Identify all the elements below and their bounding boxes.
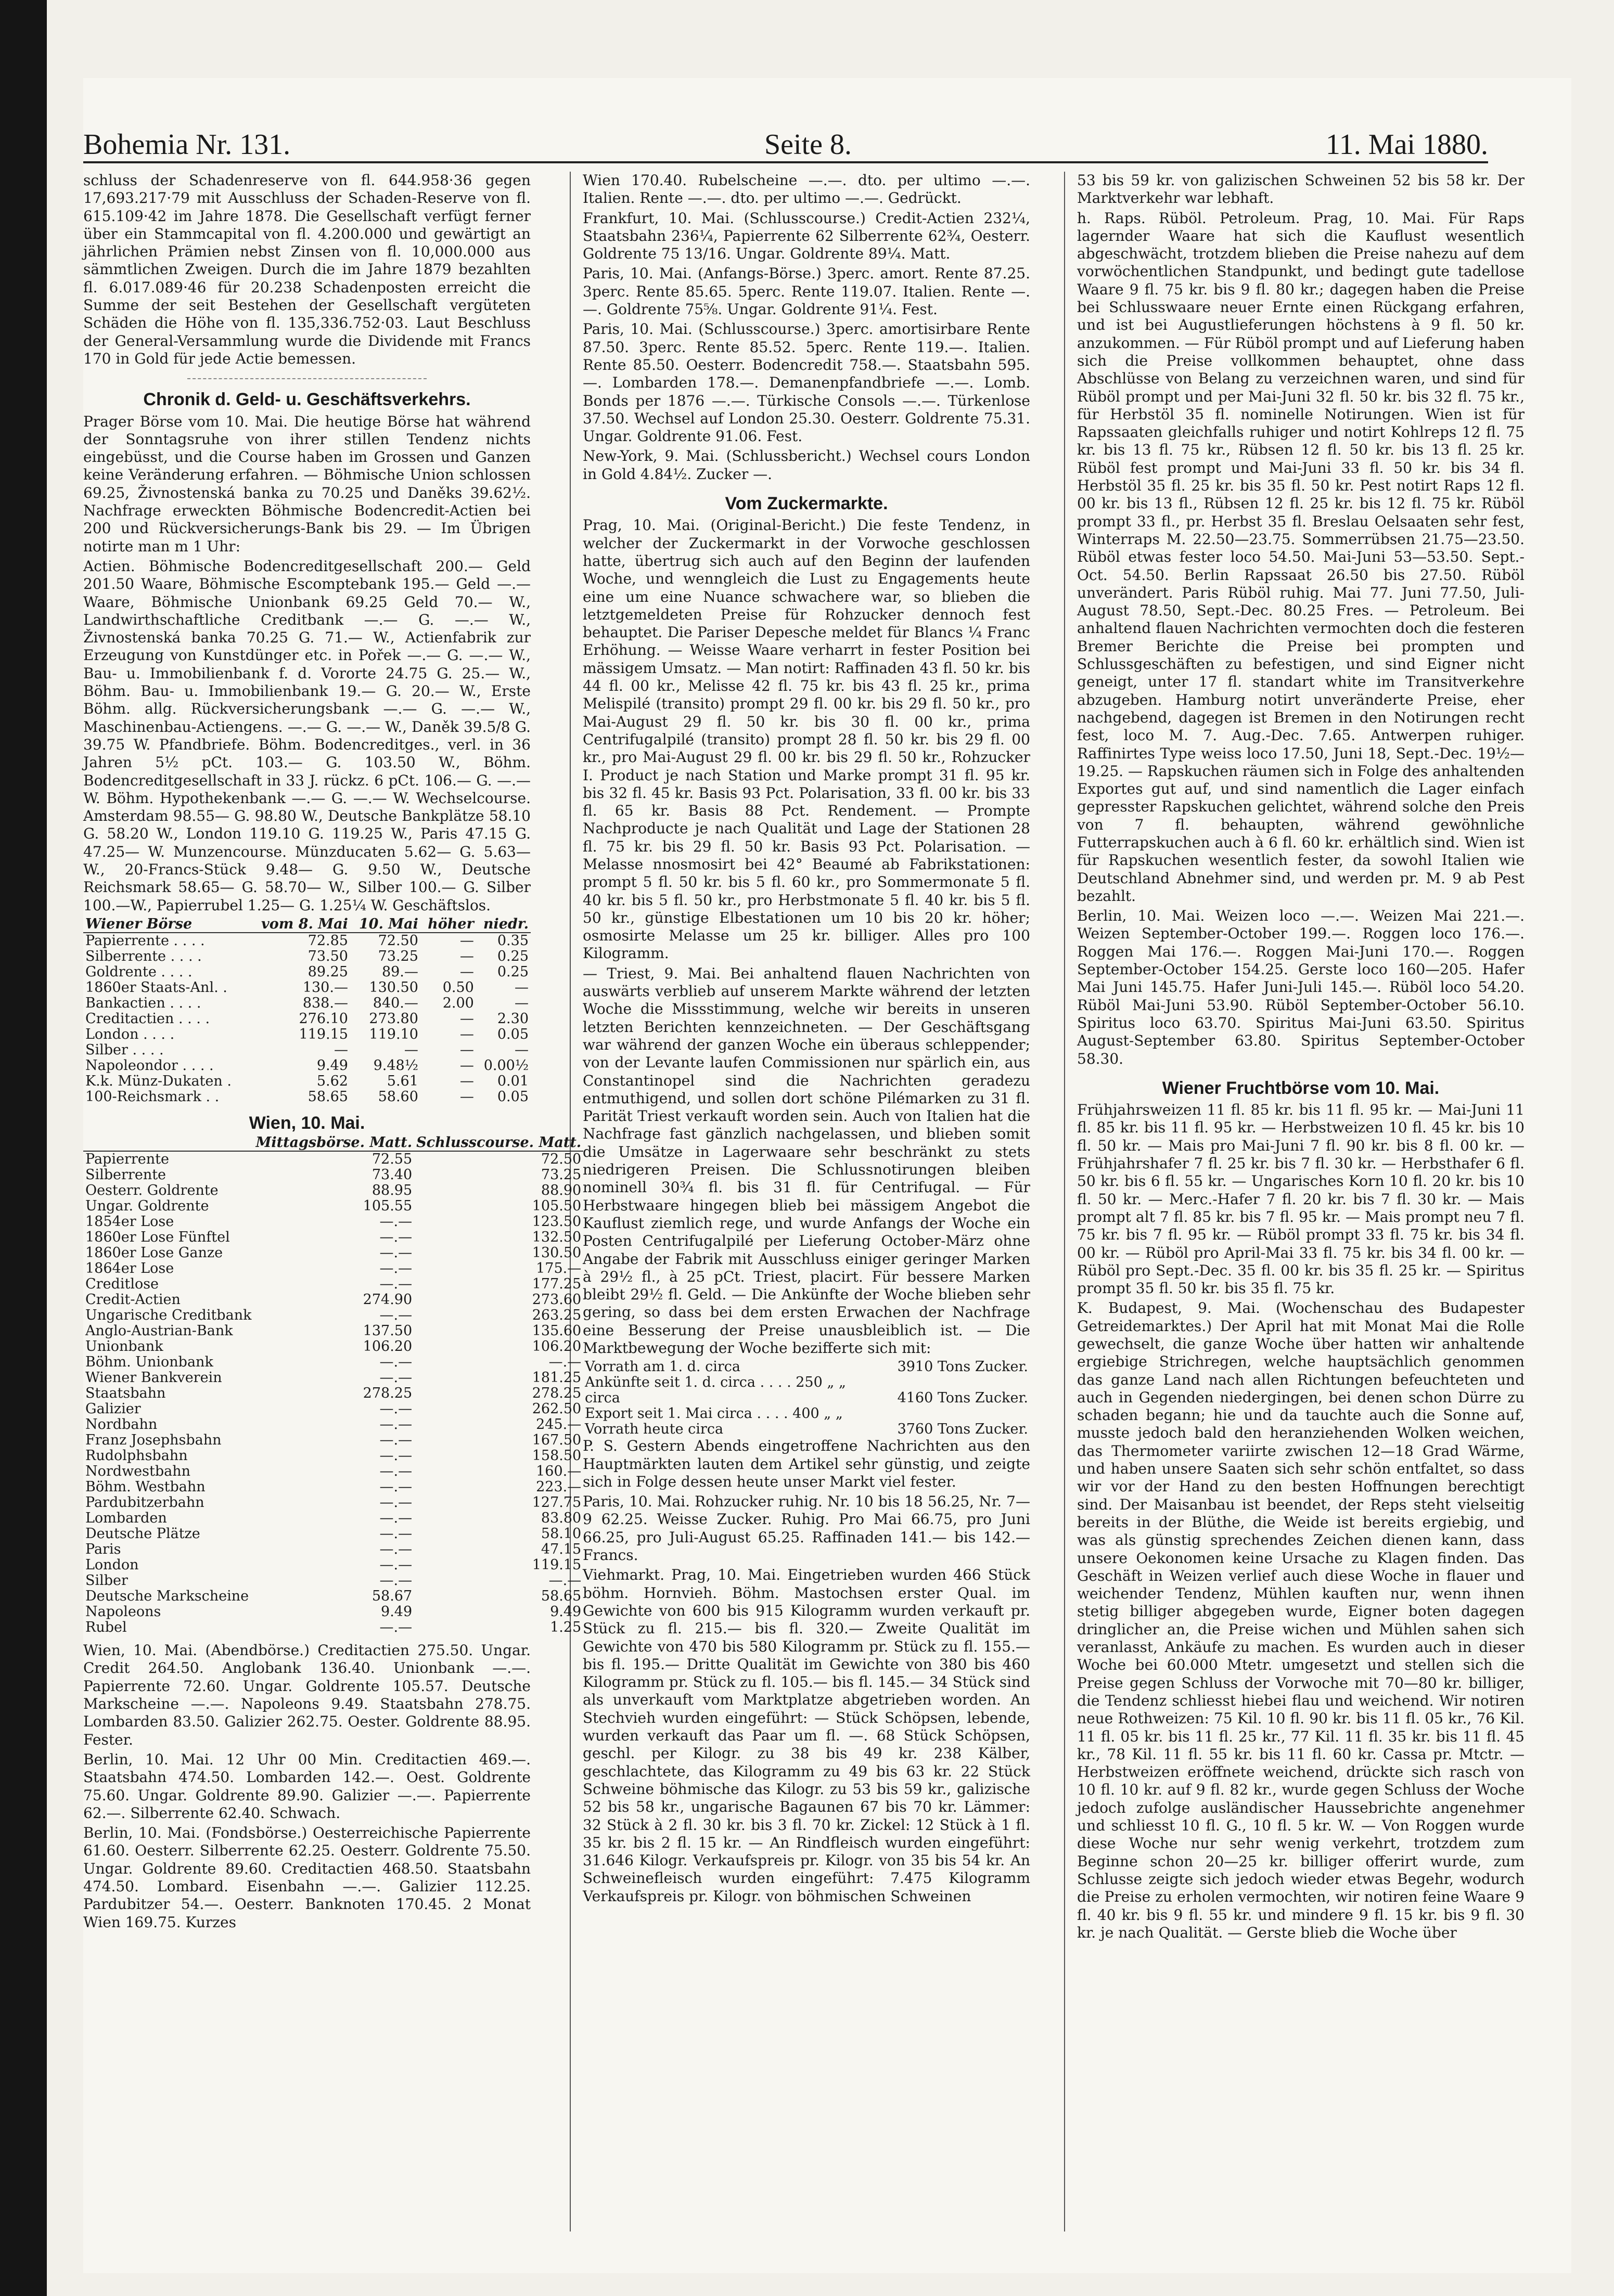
row-label: 1860er Staats-Anl. . bbox=[85, 979, 227, 996]
paris-opening-report: Paris, 10. Mai. (Anfangs-Börse.) 3perc. amort. Rente 87.25. 3perc. Rente 85.65. 5perc. Rente 119.07. Italien. Rente —.—. Goldrente 75⅝. Ungar. Goldrente 91¼. Fest. bbox=[583, 265, 1030, 318]
column-2 bbox=[583, 172, 1030, 2242]
table-row bbox=[83, 1355, 583, 1370]
table-row bbox=[83, 1183, 583, 1198]
row-value: 276.10 bbox=[299, 1010, 348, 1027]
row-label: 1854er Lose bbox=[85, 1214, 174, 1230]
table-row bbox=[83, 1620, 583, 1635]
table-row bbox=[83, 1417, 583, 1433]
row-value: —.— bbox=[548, 1354, 582, 1371]
row-value: 83.80 bbox=[541, 1510, 582, 1527]
table-row bbox=[83, 1448, 583, 1464]
table-row bbox=[83, 980, 531, 996]
row-label: Rudolphsbahn bbox=[85, 1448, 188, 1464]
row-value: — bbox=[459, 932, 474, 949]
row-value: 89.— bbox=[381, 963, 418, 980]
sugar-stock-table bbox=[583, 1359, 1030, 1437]
row-value: 130.50 bbox=[369, 979, 418, 996]
row-value: — bbox=[459, 1073, 474, 1089]
row-label: 1860er Lose Ganze bbox=[85, 1245, 223, 1261]
row-value: 58.60 bbox=[378, 1088, 418, 1105]
row-value: 119.15 bbox=[299, 1026, 348, 1042]
row-value: —.— bbox=[379, 1557, 413, 1573]
table-row bbox=[83, 1230, 583, 1245]
row-value: 181.25 bbox=[532, 1370, 582, 1386]
row-value bbox=[879, 1406, 1030, 1422]
row-value: 3910 Tons Zucker. bbox=[897, 1359, 1028, 1375]
row-value: —.— bbox=[379, 1479, 413, 1495]
page-number: Seite 8. bbox=[764, 128, 852, 161]
row-value: 3760 Tons Zucker. bbox=[897, 1421, 1028, 1438]
row-value: 0.35 bbox=[497, 932, 529, 949]
table-row bbox=[83, 1058, 531, 1074]
budapest-grain-report: K. Budapest, 9. Mai. (Wochenschau des Budapester Getreidemarktes.) Der April hat mit Monat Mai die Rolle gewechselt, die ganze Woche über hatten wir anhaltende ergiebige Strichregen, welche hauptsächlich genommen das ganze Land nach allen Richtungen befeuchteten und auch in Gegenden niedergingen, bei denen schon Dürre zu schaden begann; hie und da tauchte auch die Sonne auf, musste jedoch bald den heranziehenden Wolken weichen, das Thermometer variirte zwischen 12—18 Grad Wärme, und haben unsere Saaten sich sehr schön entfaltet, so dass wir vor der Hand zu den besten Hoffnungen berechtigt sind. Der Maisanbau ist beendet, der Reps steht vielseitig bereits in der Blüthe, die Weide ist bereits ergiebig, und was als günstig sprechendes Zeichen dienen kann, dass unsere Oekonomen keine Ursache zu Klagen finden. Das Geschäft in Weizen verlief auch diese Woche in flauer und weichender Tendenz, Mühlen kauften nur, wenn ihnen stetig billiger abgegeben wurde, Eigner boten dagegen dringlicher an, die Preise wichen und Mühlen sahen sich veranlasst, Ankäufe zu machen. Es wurden auch in dieser Woche bei 60.000 Mtetr. umgesetzt und stellen sich die Preise gegen Schluss der Vorwoche mit 70—80 kr. billiger, die Tendenz schliesst hiebei flau und weichend. Wir notiren neue Rothweizen: 75 Kil. 10 fl. 90 kr. bis 11 fl. 05 kr., 76 Kil. 11 fl. 05 kr. bis 11 fl. 25 kr., 77 Kil. 11 fl. 35 kr. bis 11 fl. 45 kr., 78 Kil. 11 fl. 55 kr. bis 11 fl. 60 kr. Cassa pr. Mtctr. — Herbstweizen eröffnete weichend, drückte sich rasch von 10 fl. 10 kr. auf 9 fl. 82 kr., wurde gegen Schluss der Woche jedoch zufolge ausländischer Haussebrichte angenehmer und schliesst 10 fl. G., 10 fl. 5 kr. W. — Von Roggen wurde diese Woche nur sehr wenig verkehrt, trotzdem zum Beginne schon 20—25 kr. billiger offerirt wurde, zum Schlusse zeigte sich jedoch wieder etwas Begehr, wodurch die Preise zu erholen vermochten, wir notiren feine Waare 9 fl. 40 kr. bis 9 fl. 55 kr. und mindere 9 fl. 15 kr. bis 9 fl. 30 kr. je nach Qualität. — Gerste blieb die Woche über bbox=[1077, 1299, 1525, 1941]
row-value: 278.25 bbox=[532, 1385, 582, 1402]
row-value: 135.60 bbox=[532, 1323, 582, 1339]
cattle-market-continued: 53 bis 59 kr. von galizischen Schweinen 52 bis 58 kr. Der Marktverkehr war lebhaft. bbox=[1077, 172, 1525, 207]
page-header bbox=[83, 99, 1488, 161]
row-value: 0.01 bbox=[497, 1073, 529, 1089]
table-row bbox=[83, 1011, 531, 1027]
row-value: 72.50 bbox=[541, 1151, 582, 1168]
table-row bbox=[83, 1074, 531, 1089]
row-value: 273.60 bbox=[532, 1292, 582, 1308]
row-value: 47.15 bbox=[541, 1541, 582, 1558]
row-label: 1864er Lose bbox=[85, 1260, 174, 1277]
table-row bbox=[83, 1401, 583, 1417]
row-value: 123.50 bbox=[532, 1214, 582, 1230]
table-row bbox=[83, 1433, 583, 1448]
table-header: Wiener Börse vom 8. Mai 10. Mai höher niedr. bbox=[83, 917, 531, 933]
row-label: Unionbank bbox=[85, 1338, 163, 1355]
row-value: 263.25 bbox=[532, 1307, 582, 1324]
row-value: — bbox=[459, 1041, 474, 1058]
table-row bbox=[83, 1167, 583, 1183]
table-row bbox=[83, 1589, 583, 1604]
row-label: Rubel bbox=[85, 1619, 127, 1636]
row-value: 73.50 bbox=[308, 948, 348, 964]
table-row bbox=[583, 1422, 1030, 1437]
vienna-evening-report: Wien, 10. Mai. (Abendbörse.) Creditactien 275.50. Ungar. Credit 264.50. Anglobank 136.40. Unionbank —.—. Papierrente 72.60. Ungar. Goldrente 105.57. Deutsche Markscheine —.—. Napoleons 9.49. Staatsbahn 278.75. Lombarden 83.50. Galizier 262.75. Oester. Goldrente 88.95. Fester. bbox=[83, 1642, 531, 1748]
cattle-market-report: Viehmarkt. Prag, 10. Mai. Eingetrieben wurden 466 Stück böhm. Hornvieh. Böhm. Mastochsen erster Qual. im Gewichte von 600 bis 915 Kilogramm wurden verkauft pr. Stück zu fl. 215.— bis fl. 320.— Zweite Qualität im Gewichte von 470 bis 580 Kilogramm pr. Stück zu fl. 155.— bis fl. 195.— Dritte Qualität im Gewichte von 380 bis 460 Kilogramm pr. Stück zu fl. 105.— bis fl. 145.— 34 Stück sind als unverkauft vom Marktplatze abgetrieben worden. An Stechvieh wurden eingeführt: — Stück Schöpsen, lebende, wurden verkauft das Paar um fl. —. 68 Stück Schöpsen, geschl. per Kilogr. zu 38 bis 49 kr. 238 Kälber, geschlachtete, das Kilogramm zu 49 bis 63 kr. 22 Stück Schweine böhmische das Kilogr. zu 53 bis 59 kr., galizische 52 bis 58 kr., ungarische Bagaunen 67 bis 70 kr. Lämmer: 32 Stück à 2 fl. 30 kr. bis 3 fl. 70 kr. Zickel: 12 Stück à 1 fl. 35 kr. bis 2 fl. 15 kr. — An Rindfleisch wurden eingeführt: 31.646 Kilogr. Verkaufspreis pr. Kilogr. von 35 bis 54 kr. An Schweinefleisch wurden eingeführt: 7.475 Kilogramm Verkaufspreis pr. Kilogr. von böhmischen Schweinen bbox=[583, 1566, 1030, 1905]
table-row bbox=[83, 1604, 583, 1620]
column-3 bbox=[1077, 172, 1525, 2242]
row-label: Ankünfte seit 1. d. circa . . . . 250 „ „ bbox=[585, 1374, 846, 1391]
vienna-grain-report: Frühjahrsweizen 11 fl. 85 kr. bis 11 fl. 95 kr. — Mai-Juni 11 fl. 85 kr. bis 11 fl. 95 kr. — Herbstweizen 10 fl. 45 kr. bis 10 fl. 50 kr. — Mais pro Mai-Juni 7 fl. 90 kr. bis 8 fl. 00 kr. — Frühjahrshafer 7 fl. 25 kr. bis 7 fl. 30 kr. — Herbsthafer 6 fl. 50 kr. bis 6 fl. 55 kr. — Ungarisches Korn 10 fl. 20 kr. bis 10 fl. 50 kr. — Merc.-Hafer 7 fl. 20 kr. bis 7 fl. 30 kr. — Mais prompt alt 7 fl. 85 kr. bis 7 fl. 95 kr. — Mais prompt neu 7 fl. 75 kr. bis 7 fl. 95 kr. — Rüböl prompt 33 fl. 75 kr. bis 34 fl. 00 kr. — Rüböl pro April-Mai 33 fl. 75 kr. bis 34 fl. 00 kr. — Rüböl pro Sept.-Dec. 35 fl. 00 kr. bis 35 fl. 25 kr. — Spiritus prompt 35 fl. 50 kr. bis 35 fl. 75 kr. bbox=[1077, 1101, 1525, 1297]
row-value: —.— bbox=[379, 1401, 413, 1417]
insurance-report: schluss der Schadenreserve von fl. 644.958·36 gegen 17,693.217·79 mit Ausschluss der Schaden-Reserve von fl. 615.109·42 im Jahre 1878. Die Gesellschaft verfügt ferner über ein Stammcapital von fl. 4.200.000 und gewärtigt an jährlichen Prämien nebst Zinsen von fl. 10,000.000 aus sämmtlichen Zweigen. Durch die im Jahre 1879 bezahlten fl. 6.017.089·46 für 20.238 Schadenposten erreicht die Summe der seit Bestehen der Gesellschaft vergüteten Schäden die Höhe von fl. 135,336.752·03. Laut Beschluss der General-Versammlung wurde die Dividende mit Francs 170 in Gold für jede Actie bemessen. bbox=[83, 172, 531, 367]
row-value: — bbox=[515, 995, 529, 1011]
row-value: — bbox=[334, 1041, 348, 1058]
table-row bbox=[83, 949, 531, 964]
row-value: —.— bbox=[379, 1463, 413, 1480]
row-label: Deutsche Markscheine bbox=[85, 1588, 249, 1605]
table-row bbox=[83, 1573, 583, 1589]
row-label: London . . . . bbox=[85, 1026, 175, 1042]
row-value: 0.05 bbox=[497, 1026, 529, 1042]
row-value: 9.48½ bbox=[373, 1057, 418, 1074]
table-row bbox=[83, 996, 531, 1011]
row-value: 106.20 bbox=[363, 1338, 413, 1355]
row-label: Papierrente bbox=[85, 1151, 169, 1168]
row-value: 278.25 bbox=[363, 1385, 413, 1402]
row-value: —.— bbox=[379, 1307, 413, 1324]
row-label: Napoleons bbox=[85, 1604, 161, 1620]
row-value: —.— bbox=[379, 1214, 413, 1230]
row-value: 72.55 bbox=[372, 1151, 413, 1168]
table-row bbox=[83, 1214, 583, 1230]
header-rule bbox=[83, 161, 1488, 163]
table-row bbox=[83, 1151, 583, 1167]
row-value: —.— bbox=[379, 1229, 413, 1246]
row-value: 273.80 bbox=[369, 1010, 418, 1027]
row-value: —.— bbox=[379, 1526, 413, 1542]
scan-edge bbox=[0, 0, 47, 2296]
column-1 bbox=[83, 172, 582, 2242]
row-value: 0.05 bbox=[497, 1088, 529, 1105]
table-row bbox=[83, 933, 531, 949]
row-label: Nordwestbahn bbox=[85, 1463, 191, 1480]
row-label: Vorrath am 1. d. circa bbox=[585, 1359, 740, 1375]
row-label: Wiener Bankverein bbox=[85, 1370, 222, 1386]
table-row bbox=[583, 1390, 1030, 1406]
row-value: — bbox=[459, 1026, 474, 1042]
row-label: Staatsbahn bbox=[85, 1385, 166, 1402]
row-label: Franz Josephsbahn bbox=[85, 1432, 222, 1449]
table-row bbox=[83, 1027, 531, 1042]
table-row bbox=[83, 1495, 583, 1511]
row-value: 119.15 bbox=[532, 1557, 582, 1573]
table-row bbox=[583, 1406, 1030, 1422]
row-value: —.— bbox=[548, 1572, 582, 1589]
row-label: Silberrente . . . . bbox=[85, 948, 202, 964]
row-label: Lombarden bbox=[85, 1510, 167, 1527]
row-value: 127.75 bbox=[532, 1494, 582, 1511]
row-value: 72.85 bbox=[308, 932, 348, 949]
row-value: —.— bbox=[379, 1370, 413, 1386]
row-value: 0.25 bbox=[497, 963, 529, 980]
table-row bbox=[83, 1339, 583, 1355]
sugar-prague-report: Prag, 10. Mai. (Original-Bericht.) Die feste Tendenz, in welcher der Zuckermarkt in der Vorwoche geschlossen hatte, übertrug sich auch auf den Beginn der laufenden Woche, und wenngleich die Lust zu Engagements heute eine um eine Nuance schwachere war, so blieben die letztgemeldeten Preise für Rohzucker dennoch fest behauptet. Die Pariser Depesche meldet für Blancs ¼ Franc Erhöhung. — Weisse Waare verharrt in fester Position bei mässigem Umsatz. — Man notirt: Raffinaden 43 fl. 50 kr. bis 44 fl. 00 kr., Melisse 42 fl. 75 kr. bis 43 fl. 25 kr., prima Melispilé (transito) prompt 29 fl. 00 kr. bis 29 fl. 50 kr., pro Mai-August 29 fl. 50 kr. bis 30 fl. 00 kr., prima Centrifugalpilé (transito) prompt 28 fl. 50 kr. bis 29 fl. 00 kr., pro Mai-August 29 fl. 00 kr. bis 29 fl. 50 kr., Rohzucker I. Product je nach Station und Marke prompt 31 fl. 95 kr. bis 32 fl. 45 kr. Basis 93 Pct. Polarisation, 33 fl. 00 kr. bis 33 fl. 65 kr. Basis 88 Pct. Rendement. — Prompte Nachproducte je nach Qualität und Lage der Stationen 28 fl. 75 kr. bis 29 fl. 50 kr. Basis 93 Pct. Polarisation. — Melasse nnosmosirt bei 42° Beaumé ab Fabrikstationen: prompt 5 fl. 50 kr. bis 5 fl. 60 kr., pro Sommermonate 5 fl. 40 kr. bis 5 fl. 50 kr., pro Herbstmonate 5 fl. 40 kr. bis 5 fl. 50 kr., günstige Elbestationen um 10 bis 20 kr. höher; osmosirte Melasse um 25 kr. billiger. Alles pro 100 Kilogramm. bbox=[583, 517, 1030, 962]
row-value: 2.30 bbox=[497, 1010, 529, 1027]
row-label: Silber bbox=[85, 1572, 128, 1589]
column-divider bbox=[1064, 172, 1065, 2231]
table-row bbox=[83, 1292, 583, 1308]
paris-closing-report: Paris, 10. Mai. (Schlusscourse.) 3perc. amortisirbare Rente 87.50. 3perc. Rente 85.52. 5perc. Rente 119.—. Italien. Rente 85.50. Oesterr. Bodencredit 758.—. Staatsbahn 595.—. Lombarden 178.—. Demanenpfandbriefe —.—. Lomb. Bonds per 1876 —.—. Türkische Consols —.—. Türkenlose 37.50. Wechsel auf London 25.30. Oesterr. Goldrente 75.31. Ungar. Goldrente 91.06. Fest. bbox=[583, 320, 1030, 445]
row-value: — bbox=[459, 1057, 474, 1074]
table-title: Wien, 10. Mai. bbox=[249, 1113, 365, 1133]
table-row bbox=[83, 964, 531, 980]
row-value: 160.— bbox=[536, 1463, 582, 1480]
row-value: 73.25 bbox=[541, 1167, 582, 1183]
row-value: —.— bbox=[379, 1416, 413, 1433]
row-value: 223.— bbox=[536, 1479, 582, 1495]
table-row bbox=[83, 1511, 583, 1526]
row-label: Papierrente . . . . bbox=[85, 932, 205, 949]
row-value: 245.— bbox=[536, 1416, 582, 1433]
row-value: 9.49 bbox=[381, 1604, 413, 1620]
row-label: Anglo-Austrian-Bank bbox=[85, 1323, 233, 1339]
table-row bbox=[83, 1323, 583, 1339]
row-value: 9.49 bbox=[550, 1604, 582, 1620]
row-value: 132.50 bbox=[532, 1229, 582, 1246]
row-value: 89.25 bbox=[308, 963, 348, 980]
sugar-paris-report: Paris, 10. Mai. Rohzucker ruhig. Nr. 10 bis 18 56.25, Nr. 7—9 62.25. Weisse Zucker. Ruhig. Pro Mai 66.75, pro Juni 66.25, pro Juli-August 65.25. Raffinaden 141.— bis 142.— Francs. bbox=[583, 1493, 1030, 1564]
row-value: 5.62 bbox=[316, 1073, 348, 1089]
row-value: 167.50 bbox=[532, 1432, 582, 1449]
row-value: —.— bbox=[379, 1572, 413, 1589]
row-value: 130.50 bbox=[532, 1245, 582, 1261]
row-value: —.— bbox=[379, 1619, 413, 1636]
ornament-divider bbox=[187, 371, 427, 379]
row-value: — bbox=[404, 1041, 418, 1058]
row-value: 0.25 bbox=[497, 948, 529, 964]
row-label: London bbox=[85, 1557, 139, 1573]
table-row bbox=[83, 1542, 583, 1557]
row-value: 262.50 bbox=[532, 1401, 582, 1417]
masthead-issue: Bohemia Nr. 131. bbox=[83, 128, 291, 161]
table-row bbox=[83, 1386, 583, 1401]
row-value: 105.55 bbox=[363, 1198, 413, 1215]
row-value: 58.10 bbox=[541, 1526, 582, 1542]
row-value: 9.49 bbox=[316, 1057, 348, 1074]
row-value: 840.— bbox=[373, 995, 418, 1011]
row-label: Deutsche Plätze bbox=[85, 1526, 200, 1542]
table-row bbox=[83, 1261, 583, 1276]
row-value: 177.25 bbox=[532, 1276, 582, 1293]
row-value: —.— bbox=[379, 1245, 413, 1261]
sugar-postscript: P. S. Gestern Abends eingetroffene Nachrichten aus den Hauptmärkten lauten dem Artikel sehr günstig, und zeigte sich in Folge dessen heute unser Markt viel fester. bbox=[583, 1437, 1030, 1490]
row-value: 106.20 bbox=[532, 1338, 582, 1355]
row-label: Nordbahn bbox=[85, 1416, 158, 1433]
row-label: Export seit 1. Mai circa . . . . 400 „ „ bbox=[585, 1405, 843, 1422]
row-label: Silberrente bbox=[85, 1167, 166, 1183]
row-value: 72.50 bbox=[378, 932, 418, 949]
row-value: 274.90 bbox=[363, 1292, 413, 1308]
section-heading: Vom Zuckermarkte. bbox=[725, 494, 888, 514]
berlin-continued: Wien 170.40. Rubelscheine —.—. dto. per ultimo —.—. Italien. Rente —.—. dto. per ultimo —.—. Gedrückt. bbox=[583, 172, 1030, 207]
row-value: —.— bbox=[379, 1432, 413, 1449]
row-label: circa bbox=[585, 1390, 620, 1407]
row-value: 88.95 bbox=[372, 1182, 413, 1199]
row-value: 137.50 bbox=[363, 1323, 413, 1339]
table-row bbox=[83, 1198, 583, 1214]
row-value: — bbox=[515, 1041, 529, 1058]
row-label: Silber . . . . bbox=[85, 1041, 164, 1058]
row-value: 130.— bbox=[302, 979, 348, 996]
row-value: —.— bbox=[379, 1541, 413, 1558]
row-label: Böhm. Westbahn bbox=[85, 1479, 206, 1495]
row-value bbox=[879, 1375, 1030, 1390]
table-row bbox=[583, 1375, 1030, 1390]
row-value: 5.61 bbox=[387, 1073, 418, 1089]
vienna-closing-table bbox=[83, 1135, 583, 1635]
row-label: Credit-Actien bbox=[85, 1292, 181, 1308]
table-header: Mittagsbörse. Matt. Schlusscourse. Matt. bbox=[83, 1135, 583, 1151]
row-label: Pardubitzerbahn bbox=[85, 1494, 204, 1511]
row-label: Oesterr. Goldrente bbox=[85, 1182, 219, 1199]
row-value: 158.50 bbox=[532, 1448, 582, 1464]
prague-quotations: Actien. Böhmische Bodencreditgesellschaft 200.— Geld 201.50 Waare, Böhmische Escomptebank 195.— Geld —.— Waare, Böhmische Unionbank 69.25 Geld 70.— W., Landwirthschaftliche Creditbank —.— G. —.— W., Živnostenská banka 70.25 G. 71.— W., Actienfabrik zur Erzeugung von Kunstdünger etc. in Pořek —.— G. —.— W., Bau- u. Immobilienbank f. d. Vororte 24.75 G. 25.— W., Böhm. Bau- u. Immobilienbank 19.— G. 20.— W., Erste Böhm. allg. Rückversicherungsbank —.— G. —.— W., Maschinenbau-Actiengens. —.— G. —.— W., Daněk 39.5/8 G. 39.75 W. Pfandbriefe. Böhm. Bodencreditges., verl. in 36 Jahren 5½ pCt. 103.— G. 103.50 W., Böhm. Bodencreditgesellschaft in 33 J. rückz. 6 pCt. 106.— G. —.— W. Böhm. Hypothekenbank —.— G. —.— W. Wechselcourse. Amsterdam 98.55— G. 98.80 W., Deutsche Bankplätze 58.10 G. 58.20 W., London 119.10 G. 119.25 W., Paris 47.15 G. 47.25— W. Munzencourse. Münzducaten 5.62— G. 5.63— W., 20-Francs-Stück 9.48— G. 9.50 W., Deutsche Reichsmark 58.65— G. 58.70— W., Silber 100.— G. Silber 100.—W., Papierrubel 1.25— G. 1.25¼ W. Geschäftslos. bbox=[83, 557, 531, 914]
row-value: 73.40 bbox=[372, 1167, 413, 1183]
frankfurt-report: Frankfurt, 10. Mai. (Schlusscourse.) Credit-Actien 232¼, Staatsbahn 236¼, Papierrente 62 Silberrente 62¾, Oesterr. Goldrente 75 13/16. Ungar. Goldrente 89¼. Matt. bbox=[583, 209, 1030, 263]
row-value: 0.00½ bbox=[483, 1057, 529, 1074]
row-value: 1.25 bbox=[550, 1619, 582, 1636]
row-value: —.— bbox=[379, 1510, 413, 1527]
issue-date: 11. Mai 1880. bbox=[1325, 128, 1488, 161]
table-row bbox=[83, 1479, 583, 1495]
row-value: 105.50 bbox=[532, 1198, 582, 1215]
row-value: 0.50 bbox=[442, 979, 474, 996]
row-label: 100-Reichsmark . . bbox=[85, 1088, 220, 1105]
berlin-noon-report: Berlin, 10. Mai. 12 Uhr 00 Min. Creditactien 469.—. Staatsbahn 474.50. Lombarden 142.—. Oest. Goldrente 75.60. Ungar. Goldrente 89.90. Galizier —.—. Papierrente 62.—. Silberrente 62.40. Schwach. bbox=[83, 1750, 531, 1822]
table-row bbox=[83, 1276, 583, 1292]
row-value: 58.65 bbox=[308, 1088, 348, 1105]
table-row bbox=[83, 1557, 583, 1573]
row-label: Ungarische Creditbank bbox=[85, 1307, 252, 1324]
row-label: Böhm. Unionbank bbox=[85, 1354, 213, 1371]
table-row bbox=[83, 1042, 531, 1058]
row-label: Creditactien . . . . bbox=[85, 1010, 210, 1027]
row-value: —.— bbox=[379, 1276, 413, 1293]
row-value: —.— bbox=[379, 1260, 413, 1277]
table-row bbox=[83, 1464, 583, 1479]
row-value: —.— bbox=[379, 1448, 413, 1464]
row-label: Napoleondor . . . . bbox=[85, 1057, 214, 1074]
newyork-report: New-York, 9. Mai. (Schlussbericht.) Wechsel cours London in Gold 4.84½. Zucker —. bbox=[583, 447, 1030, 483]
row-value: — bbox=[459, 1010, 474, 1027]
row-label: K.k. Münz-Dukaten . bbox=[85, 1073, 232, 1089]
row-label: Goldrente . . . . bbox=[85, 963, 193, 980]
row-value: — bbox=[459, 1088, 474, 1105]
section-heading: Wiener Fruchtbörse vom 10. Mai. bbox=[1162, 1078, 1440, 1098]
row-value: 58.65 bbox=[541, 1588, 582, 1605]
table-row bbox=[583, 1359, 1030, 1375]
vienna-exchange-table bbox=[83, 917, 531, 1105]
sugar-triest-report: — Triest, 9. Mai. Bei anhaltend flauen Nachrichten von auswärts verblieb auf unserem Markte während der letzten Woche die Missstimmung, welche wir bereits in unseren letzten Berichten kennzeichneten. — Der Geschäftsgang war während der ganzen Woche ein überaus schleppender; von der Levante laufen Commissionen nur spärlich ein, aus Constantinopel sind die Nachrichten geradezu entmuthigend, und sollen dort schöne Pilémarken zu 31 fl. Parität Triest verkauft worden sein. Auch von Italien hat die Nachfrage fast gänzlich nachgelassen, und blieben somit die Umsätze in Lagerwaare sehr beschränkt zu stets niedrigeren Preisen. Die Schlussnotirungen bleiben nominell 30¾ fl. bis 31 fl. für Centrifugal. — Für Herbstwaare hingegen blieb bei mässigem Angebot die Kauflust ziemlich rege, und wurde Anfangs der Woche ein Posten Centrifugalpilé per Lieferung October-März ohne Angabe der Fabrik mit Ausschluss einiger geringer Marken à 29½ fl., à 25 pCt. Triest, placirt. Für bessere Marken bleibt 29½ fl. Geld. — Die Ankünfte der Woche blieben sehr gering, so dass bei dem ersten Erwachen der Nachfrage eine Besserung der Preise unausbleiblich ist. — Die Marktbewegung der Woche bezifferte sich mit: bbox=[583, 964, 1030, 1357]
row-label: 1860er Lose Fünftel bbox=[85, 1229, 230, 1246]
row-value: — bbox=[459, 963, 474, 980]
row-label: Creditlose bbox=[85, 1276, 159, 1293]
row-label: Galizier bbox=[85, 1401, 141, 1417]
section-heading: Chronik d. Geld- u. Geschäftsverkehrs. bbox=[143, 390, 471, 410]
table-row bbox=[83, 1370, 583, 1386]
prague-exchange-report: Prager Börse vom 10. Mai. Die heutige Börse hat während der Sonntagsruhe von ihrer stillen Tendenz nichts eingebüsst, und die Course haben im Grossen und Ganzen keine Veränderung erfahren. — Böhmische Union schlossen 69.25, Živnostenská banka zu 70.25 und Daněks 39.62½. Nachfrage erweckten Böhmische Bodencredit-Actien bei 200 und Rückversicherungs-Bank bis 29. — Im Übrigen notirte man m 1 Uhr: bbox=[83, 412, 531, 555]
table-row bbox=[83, 1308, 583, 1323]
row-value: 73.25 bbox=[378, 948, 418, 964]
row-label: Paris bbox=[85, 1541, 121, 1558]
rapeseed-oil-report: h. Raps. Rüböl. Petroleum. Prag, 10. Mai. Für Raps lagernder Waare hat sich die Kauflust wesentlich abgeschwächt, trotzdem blieben die Preise nahezu auf dem vorwöchentlichen Standpunkt, und bedingt gute tadellose Waare 9 fl. 75 kr. bis 9 fl. 80 kr.; dagegen haben die Preise bei Schlusswaare neuer Ernte einen Rückgang erfahren, und ist bei Augustlieferungen höchstens à 9 fl. 50 kr. anzukommen. — Für Rüböl prompt und auf Lieferung haben sich die Preise vollkommen behauptet, ohne dass Abschlüsse von Belang zu verzeichnen waren, und sind für Rüböl prompt und per Mai-Juni 32 fl. 50 kr. bis 32 fl. 75 kr., für Herbstöl 35 fl. nominelle Notirungen. Wien ist für Rapssaaten gleichfalls ruhiger und notirt Kohlreps 12 fl. 75 kr. bis 13 fl. 75 kr., Rübsen 12 fl. 50 kr. bis 13 fl. 25 kr. Rüböl fest prompt und Mai-Juni 33 fl. 50 kr. bis 34 fl. Herbstöl 35 fl. 25 kr. bis 35 fl. 50 kr. Pest notirt Raps 12 fl. 00 kr. bis 13 fl., Rübsen 12 fl. 25 kr. bis 12 fl. 75 kr. Rüböl prompt 33 fl., pr. Herbst 35 fl. Breslau Oelsaaten sehr fest, Winterraps M. 22.50—23.75. Sommerrübsen 21.75—23.50. Rüböl etwas fester loco 54.50. Mai-Juni 53—53.50. Sept.-Oct. 54.50. Berlin Rapssaat 26.50 bis 27.50. Rüböl unverändert. Paris Rüböl ruhig. Mai 77. Juni 77.50, Juli-August 78.50, Sept.-Dec. 80.25 Fres. — Petroleum. Bei anhaltend flauen Nachrichten vermochten doch die festeren Bremer Berichte die Preise bei prompten und Schlussgeschäften zu befestigen, und sind Eigner nicht geneigt, unter 17 fl. standart white im Transitverkehre abzugeben. Hamburg notirt unveränderte Preise, eher nachgebend, dagegen ist Bremen in den Notirungen recht fest, loco M. 7. Aug.-Dec. 7.65. Antwerpen ruhiger. Raffinirtes Type weiss loco 17.50, Juni 18, Sept.-Dec. 19½—19.25. — Rapskuchen räumen sich in Folge des anhaltenden Exportes gut auf, und sind namentlich die Lager einfach gepresster Rapskuchen gelichtet, während solche den Preis von 7 fl. behaupten, während gewöhnliche Futterrapskuchen auch à 6 fl. 60 kr. erhältlich sind. Wien ist für Rapskuchen wesentlich fester, da sowohl Italien wie Deutschland Abnehmer sind, und werden pr. M. 9 ab Pest bezahlt. bbox=[1077, 209, 1525, 905]
row-value: — bbox=[515, 979, 529, 996]
row-label: Bankactien . . . . bbox=[85, 995, 201, 1011]
berlin-fonds-report: Berlin, 10. Mai. (Fondsbörse.) Oesterreichische Papierrente 61.60. Oesterr. Silberrente 62.25. Oesterr. Goldrente 75.50. Ungar. Goldrente 89.60. Creditactien 468.50. Staatsbahn 474.50. Lombard. Eisenbahn —.—. Galizier 112.25. Pardubitzer 54.—. Oesterr. Banknoten 170.45. 2 Monat Wien 169.75. Kurzes bbox=[83, 1824, 531, 1931]
row-value: 58.67 bbox=[372, 1588, 413, 1605]
row-value: 838.— bbox=[302, 995, 348, 1011]
table-row bbox=[83, 1245, 583, 1261]
row-value: —.— bbox=[379, 1494, 413, 1511]
row-value: — bbox=[459, 948, 474, 964]
row-value: 2.00 bbox=[442, 995, 474, 1011]
row-value: —.— bbox=[379, 1354, 413, 1371]
row-label: Vorrath heute circa bbox=[585, 1421, 724, 1438]
row-value: 88.90 bbox=[541, 1182, 582, 1199]
berlin-grain-report: Berlin, 10. Mai. Weizen loco —.—. Weizen Mai 221.—. Weizen September-October 199.—. Roggen loco 176.—. Roggen Mai 176.—. Roggen Mai-Juni 170.—. Roggen September-October 154.25. Gerste loco 160—205. Hafer Mai Juni 145.75. Hafer Juni-Juli 145.—. Rüböl loco 54.20. Rüböl Mai-Juni 53.90. Rüböl September-October 56.10. Spiritus loco 63.70. Spiritus Mai-Juni 63.50. Spiritus August-September 63.80. Spiritus September-October 58.30. bbox=[1077, 907, 1525, 1067]
row-value: 175.— bbox=[536, 1260, 582, 1277]
row-value: 119.10 bbox=[369, 1026, 418, 1042]
row-value: 4160 Tons Zucker. bbox=[897, 1390, 1028, 1407]
table-row bbox=[83, 1089, 531, 1105]
row-label: Ungar. Goldrente bbox=[85, 1198, 209, 1215]
table-row bbox=[83, 1526, 583, 1542]
